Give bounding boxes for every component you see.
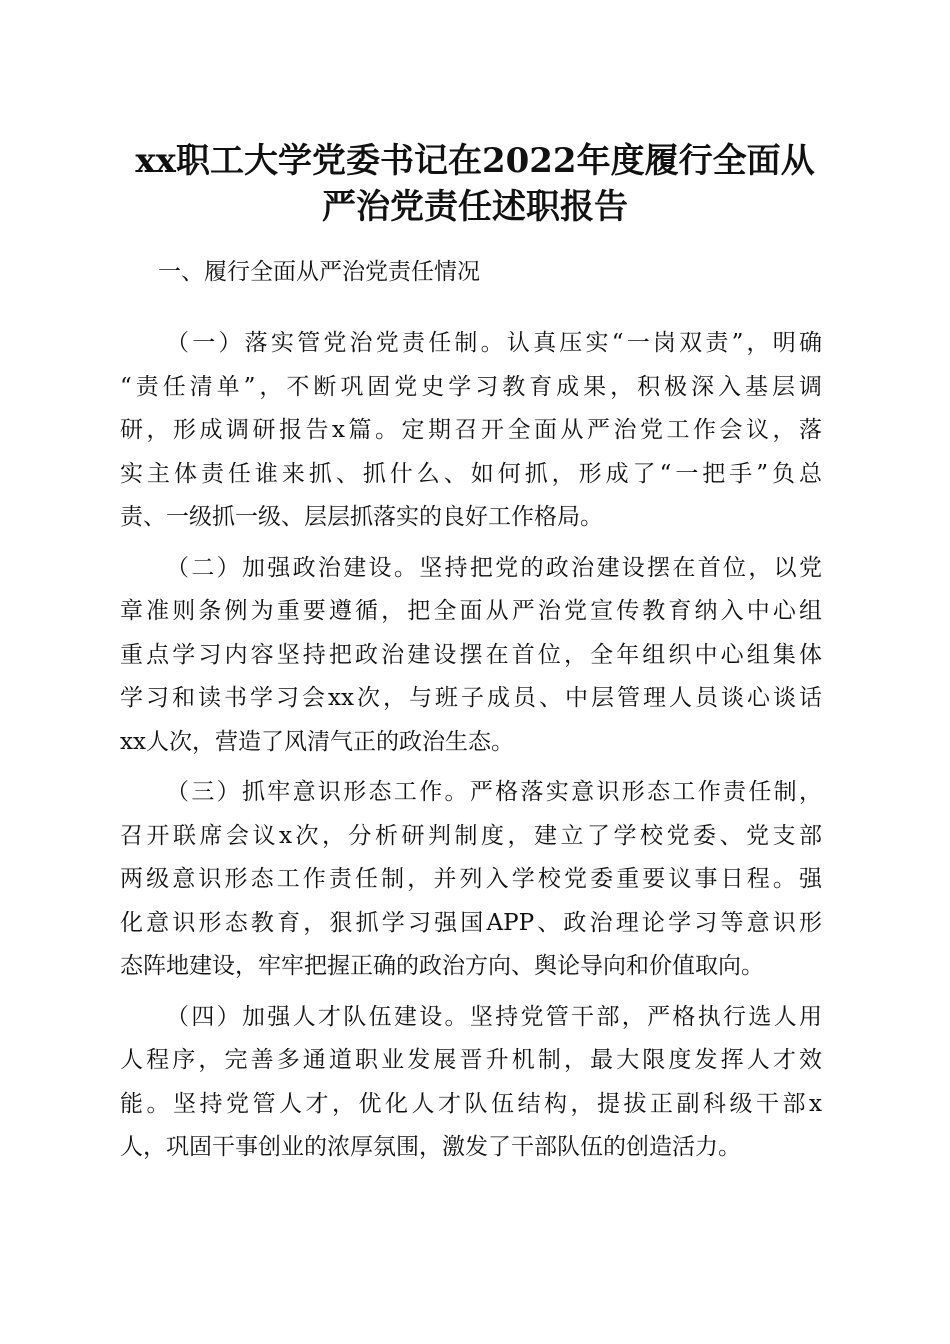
paragraph (120, 771, 822, 989)
paragraph-line: 研，形成调研报告x篇。定期召开全面从严治党工作会议，落 (120, 417, 822, 443)
paragraph-line: xx人次，营造了风清气正的政治生态。 (120, 728, 514, 755)
paragraph-line: （一）落实管党治党责任制。认真压实“一岗双责”，明确 (166, 330, 822, 356)
paragraph (120, 547, 822, 765)
paragraph-line: 人程序，完善多通道职业发展晋升机制，最大限度发挥人才效 (120, 1047, 822, 1073)
paragraph-line: （二）加强政治建设。坚持把党的政治建设摆在首位，以党 (166, 554, 822, 581)
paragraph-line: 召开联席会议x次，分析研判制度，建立了学校党委、党支部 (120, 822, 822, 849)
paragraph-line: 实主体责任谁来抓、抓什么、如何抓，形成了“一把手”负总 (120, 460, 822, 487)
paragraph-line: （三）抓牢意识形态工作。严格落实意识形态工作责任制， (166, 779, 822, 805)
title-line-1: xx职工大学党委书记在2022年度履行全面从 (135, 141, 815, 181)
paragraph-line: 章准则条例为重要遵循，把全面从严治党宣传教育纳入中心组 (120, 598, 822, 624)
paragraph-line: 两级意识形态工作责任制，并列入学校党委重要议事日程。强 (120, 866, 822, 892)
paragraph-line: 化意识形态教育，狠抓学习强国APP、政治理论学习等意识形 (120, 909, 822, 936)
paragraph-line: “责任清单”，不断巩固党史学习教育成果，积极深入基层调 (120, 373, 822, 400)
document-body (120, 322, 822, 1177)
document-title (110, 138, 840, 230)
paragraph (120, 996, 822, 1170)
paragraph-line: 人，巩固干事创业的浓厚氛围，激发了干部队伍的创造活力。 (120, 1134, 741, 1160)
paragraph-line: 重点学习内容坚持把政治建设摆在首位，全年组织中心组集体 (120, 641, 822, 668)
paragraph-line: 责、一级抓一级、层层抓落实的良好工作格局。 (120, 504, 603, 530)
paragraph-line: 态阵地建设，牢牢把握正确的政治方向、舆论导向和价值取向。 (120, 953, 764, 979)
title-line-2: 严治党责任述职报告 (322, 187, 628, 227)
section-heading: 一、履行全面从严治党责任情况 (158, 259, 480, 285)
paragraph-line: 学习和读书学习会xx次，与班子成员、中层管理人员谈心谈话 (120, 685, 822, 711)
paragraph (120, 322, 822, 540)
paragraph-line: （四）加强人才队伍建设。坚持党管干部，严格执行选人用 (166, 1003, 822, 1030)
paragraph-line: 能。坚持党管人才，优化人才队伍结构，提拔正副科级干部x (120, 1090, 822, 1117)
